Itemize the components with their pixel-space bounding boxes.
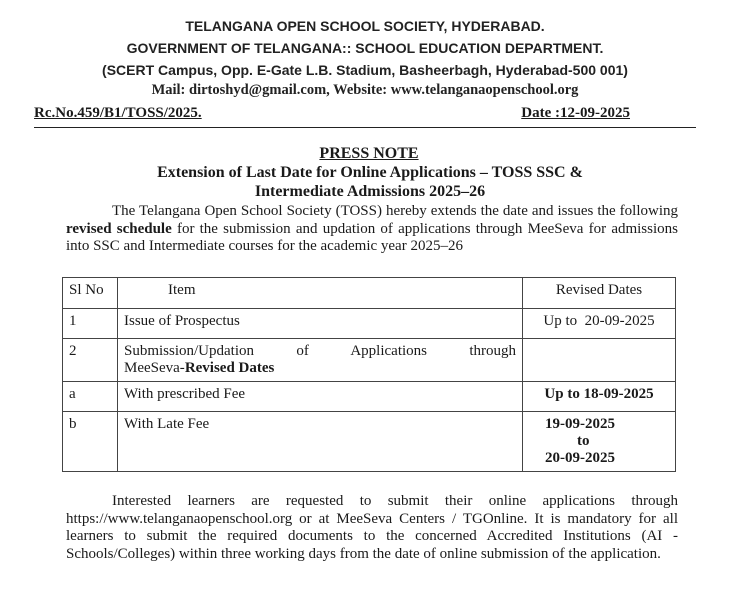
header-revised-dates: Revised Dates — [523, 278, 676, 309]
row-item-line-2: MeeSeva- — [124, 360, 185, 376]
header-sl-no: Sl No — [63, 278, 118, 309]
header-society-name: TELANGANA OPEN SCHOOL SOCIETY, HYDERABAD. — [185, 18, 545, 34]
date-from: 19-09-2025 — [545, 416, 615, 432]
row-sl: a — [63, 382, 118, 412]
row-date: Up to 18-09-2025 — [523, 382, 676, 412]
row-item: With prescribed Fee — [118, 382, 523, 412]
date-to-label: to — [577, 433, 590, 449]
header-item: Item — [118, 278, 523, 309]
row-sl: b — [63, 412, 118, 472]
reference-date: Date :12-09-2025 — [521, 105, 630, 121]
header-contact: Mail: dirtoshyd@gmail.com, Website: www.telanganaopenschool.org — [151, 82, 579, 98]
intro-paragraph — [66, 203, 678, 256]
row-sl: 1 — [63, 309, 118, 339]
row-item: Issue of Prospectus — [118, 309, 523, 339]
press-note-title — [40, 163, 700, 201]
row-item: With Late Fee — [118, 412, 523, 472]
row-date-empty — [523, 339, 676, 382]
reference-number: Rc.No.459/B1/TOSS/2025. — [34, 105, 202, 121]
table-row — [63, 339, 676, 382]
divider — [34, 127, 696, 128]
intro-bold: revised schedule — [66, 220, 172, 237]
closing-paragraph: Interested learners are requested to submit their online applications through https://www.telanganaopenschool.org or at MeeSeva Centers / TGOnline. It is mandatory for all learners to submit the required documents to the concerned Accredited Institutions (AI - Schools/Colleges) within three working days from the date of online submission of the application. — [66, 493, 678, 562]
schedule-table — [62, 277, 676, 472]
table-row — [63, 309, 676, 339]
row-item-line-1: Submission/Updation of Applications through — [124, 343, 516, 359]
intro-text-2: for the submission and updation of applications through MeeSeva for admissions into SSC and Intermediate courses for the academic year 2025–26 — [66, 220, 678, 254]
row-date-range — [523, 412, 676, 472]
title-line-2: Intermediate Admissions 2025–26 — [254, 183, 486, 200]
date-to: 20-09-2025 — [545, 450, 615, 466]
header-address: (SCERT Campus, Opp. E-Gate L.B. Stadium, Basheerbagh, Hyderabad-500 001) — [102, 62, 628, 78]
table-row — [63, 412, 676, 472]
row-date: Up to 20-09-2025 — [523, 309, 676, 339]
intro-text-1: The Telangana Open School Society (TOSS) hereby extends the date and issues the following — [112, 203, 678, 219]
header-government-dept: GOVERNMENT OF TELANGANA:: SCHOOL EDUCATION DEPARTMENT. — [126, 40, 604, 56]
table-header-row — [63, 278, 676, 309]
press-note-label: PRESS NOTE — [319, 145, 419, 162]
row-sl: 2 — [63, 339, 118, 382]
title-line-1: Extension of Last Date for Online Applications – TOSS SSC & — [157, 164, 583, 181]
row-item — [118, 339, 523, 382]
table-row — [63, 382, 676, 412]
row-item-line-2-bold: Revised Dates — [184, 360, 275, 376]
